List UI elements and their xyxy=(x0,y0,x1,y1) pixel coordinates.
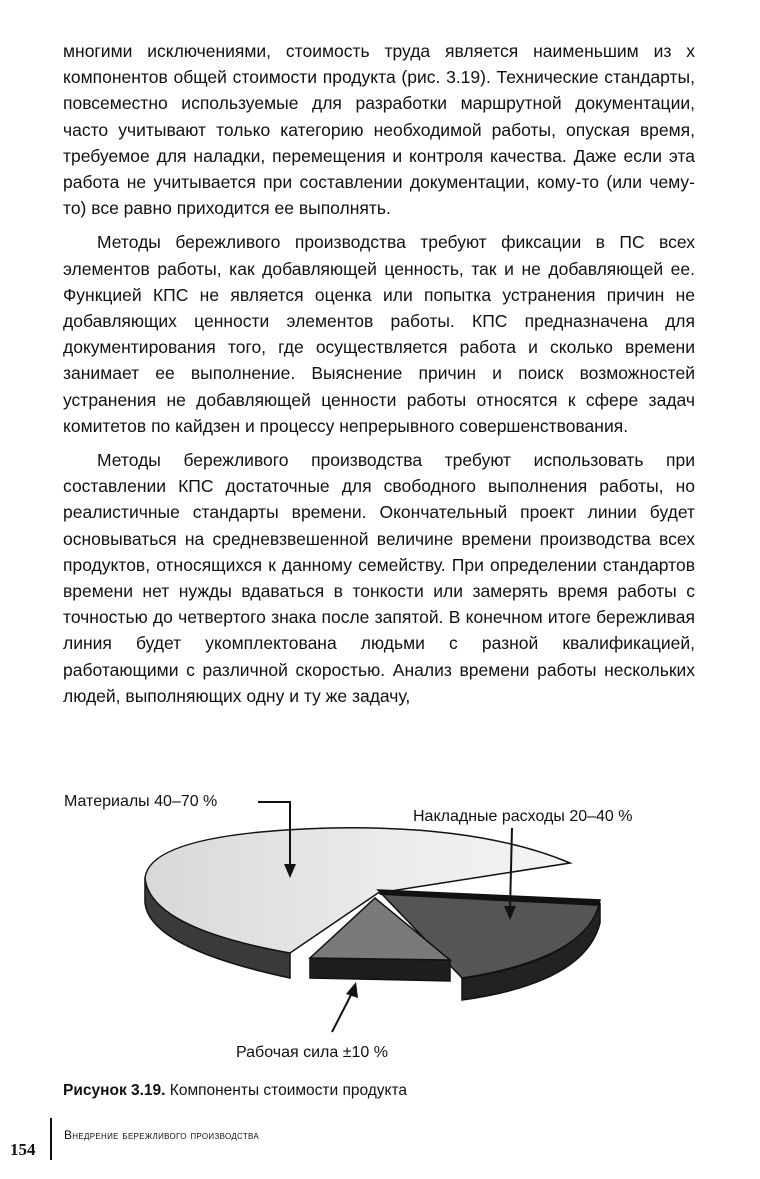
labor-slice-side xyxy=(310,958,450,981)
labor-arrow xyxy=(332,993,352,1032)
paragraph-1: многими исключениями, стоимость труда является наименьшим из х компонентов общей стоимости продукта (рис. 3.19). Технические стандарты, повсеместно используемые для разработки маршрутной документации, часто учитывают только категорию необходимой работы, опуская время, требуемое для наладки, перемещения и контроля качества. Даже если эта работа не учитывается при составлении документации, кому-то (или чему-то) все равно приходится ее выполнять. xyxy=(63,41,695,219)
running-title: Внедрение бережливого производства xyxy=(64,1128,260,1142)
page-number: 154 xyxy=(10,1140,36,1159)
labor-label: Рабочая сила ±10 % xyxy=(236,1044,388,1061)
materials-label: Материалы 40–70 % xyxy=(64,793,218,810)
figure-caption xyxy=(63,1082,407,1100)
labor-arrowhead xyxy=(346,982,358,998)
caption-number: Рисунок 3.19. xyxy=(63,1082,166,1099)
overhead-label: Накладные расходы 20–40 % xyxy=(413,808,633,825)
paragraph-3: Методы бережливого производства требуют использовать при составлении КПС достаточные для свободного выполнения работы, но реалистичные стандарты времени. Окончательный проект линии будет основываться на средневзвешенной величине времени производства всех продуктов, относящихся к данному семейству. При определении стандартов времени нет нужды вдаваться в тонкости или замерять время работы с точностью до четвертого знака после запятой. В конечном итоге бережливая линия будет укомплектована людьми с разной квалификацией, работающими с различной скоростью. Анализ времени работы нескольких людей, выполняющих одну и ту же задачу, xyxy=(63,450,695,706)
footer-divider xyxy=(50,1118,52,1160)
pie-chart-illustration xyxy=(0,778,760,1078)
paragraph-2: Методы бережливого производства требуют фиксации в ПС всех элементов работы, как добавляющей ценность, так и не добавляющей ее. Функцией КПС не является оценка или попытка устранения причин не добавляющих ценности элементов работы. КПС предназначена для документирования того, где осуществляется работа и сколько времени занимает ее выполнение. Выяснение причин и поиск возможностей устранения не добавляющей ценности работы относятся к сфере задач комитетов по кайдзен и процессу непрерывного совершенствования. xyxy=(63,232,695,436)
body-text xyxy=(63,38,695,717)
pie-figure xyxy=(0,778,760,1078)
caption-text: Компоненты стоимости продукта xyxy=(169,1082,408,1099)
